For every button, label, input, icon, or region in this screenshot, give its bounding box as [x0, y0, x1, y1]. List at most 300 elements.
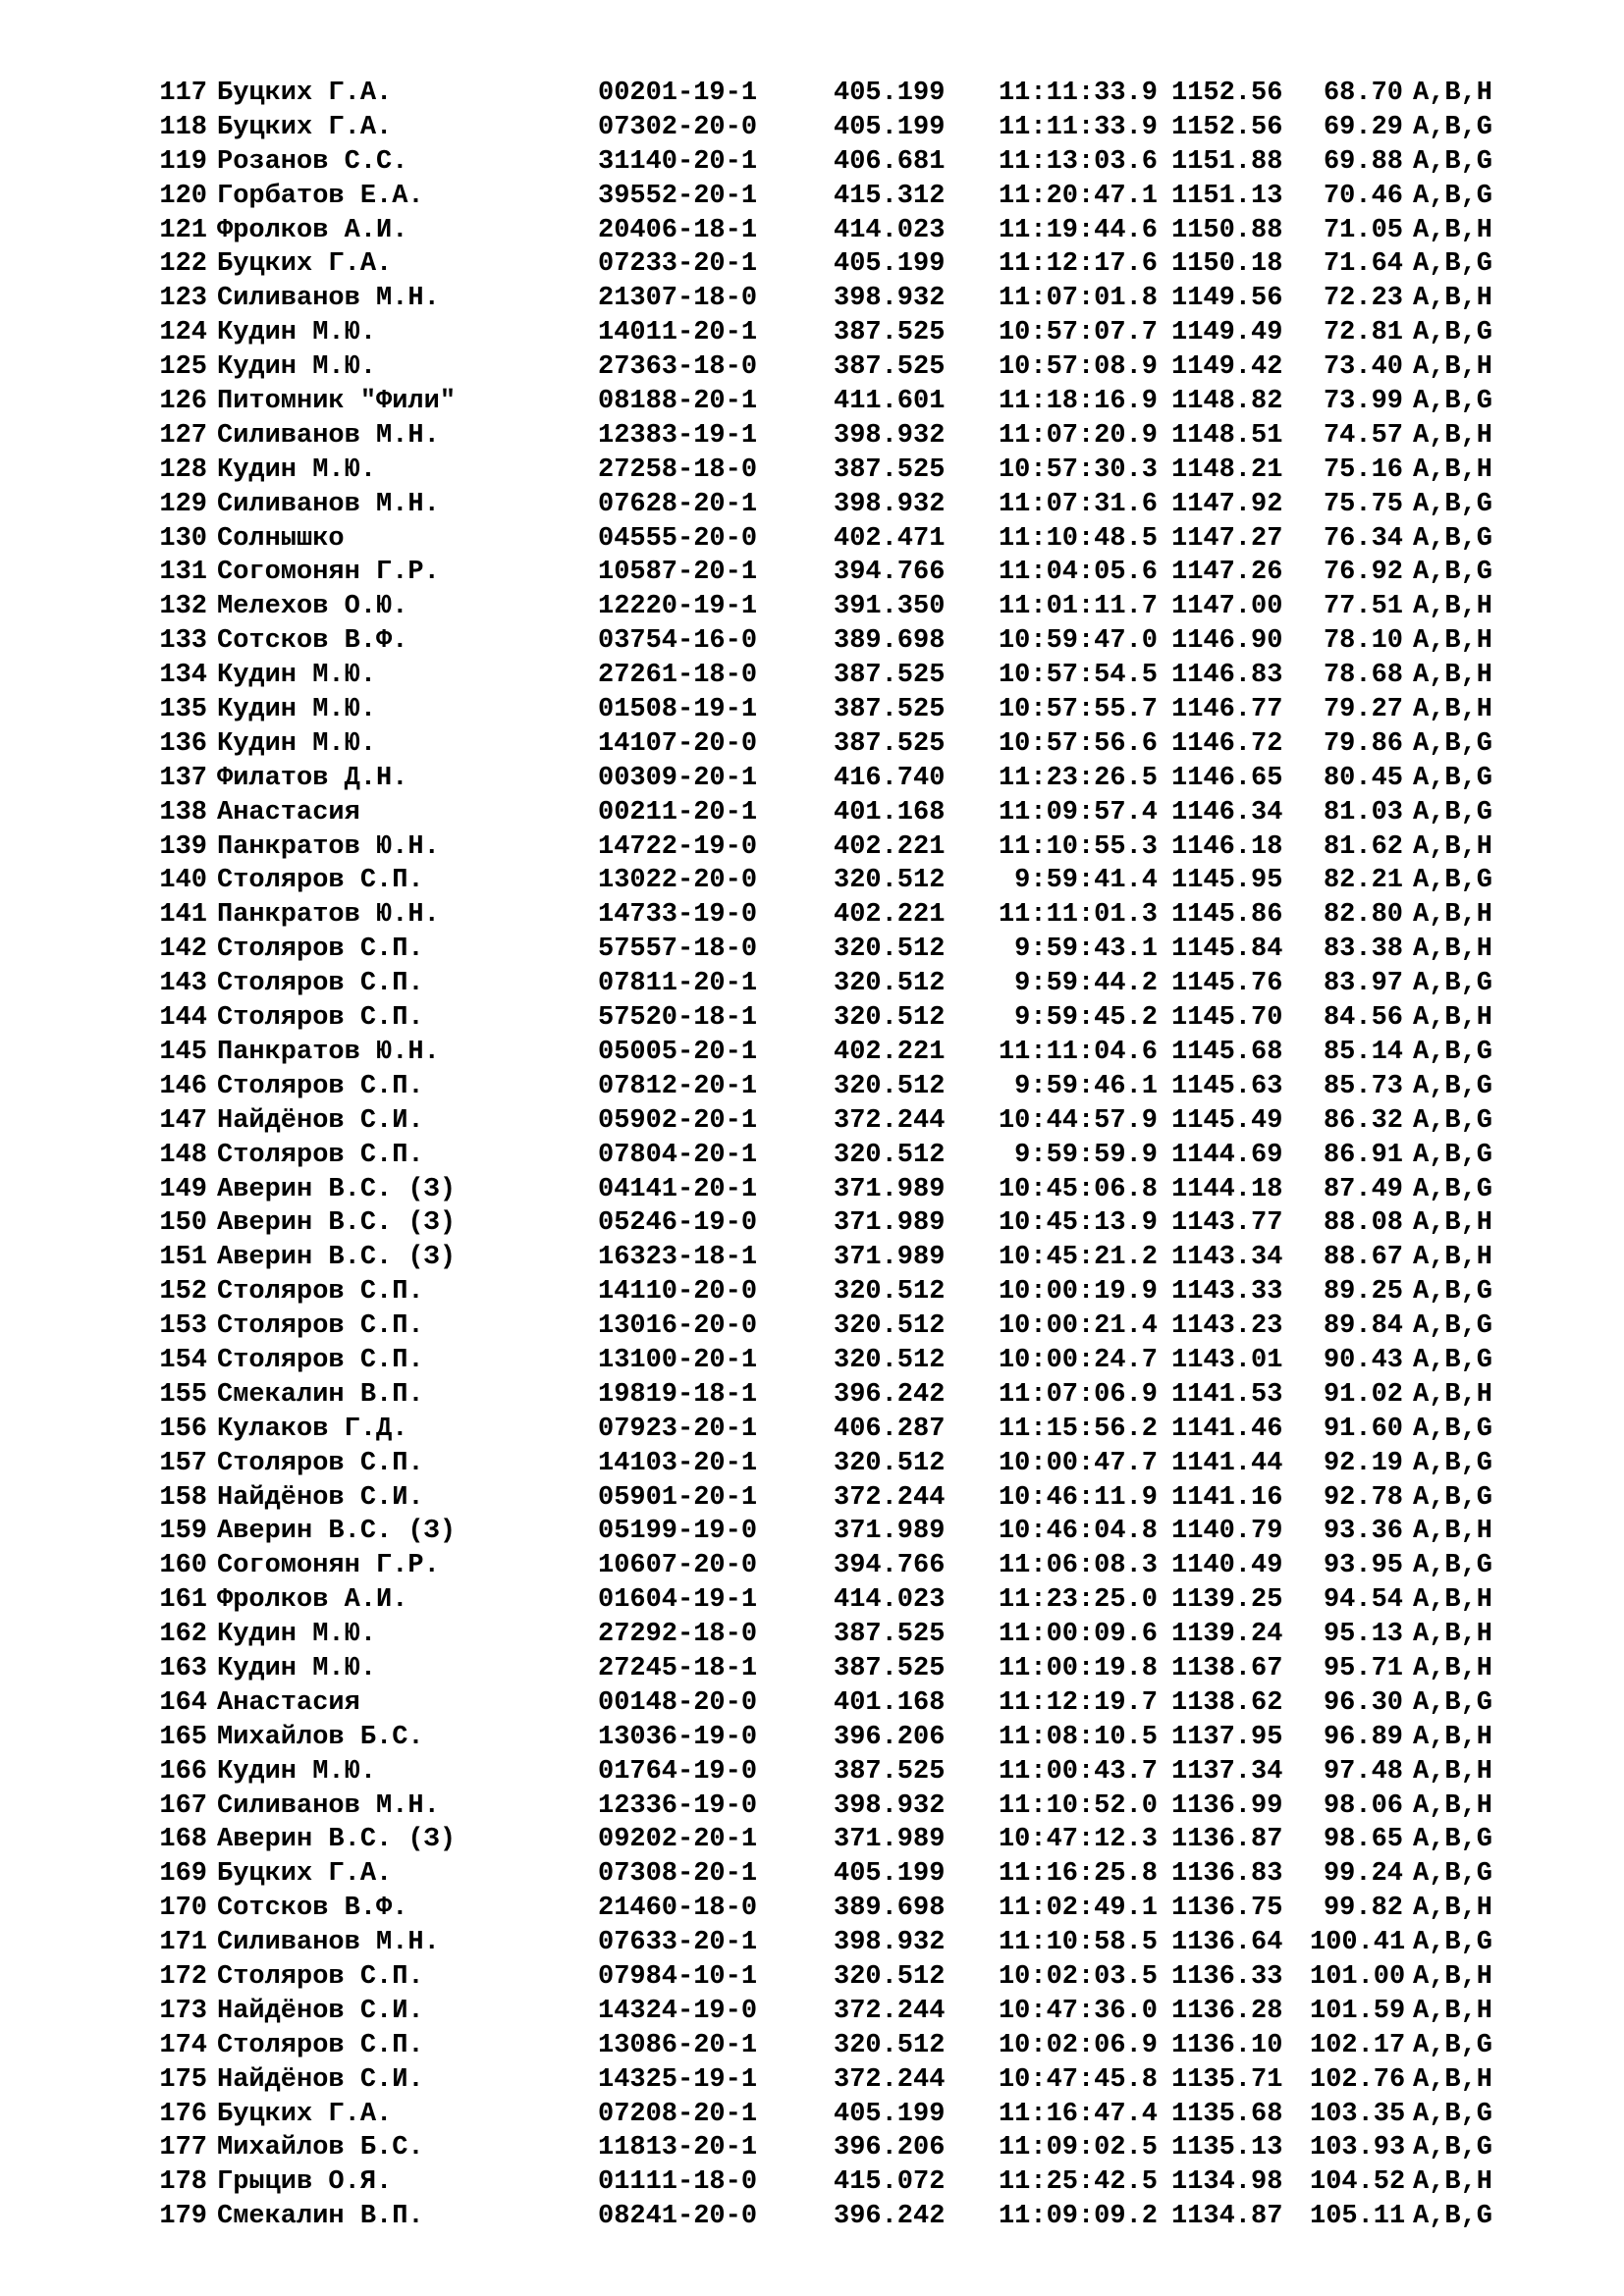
coefficient-cell: 100.41	[1310, 1928, 1406, 1958]
speed-cell: 1140.49	[1171, 1551, 1283, 1581]
speed-cell: 1145.76	[1171, 969, 1283, 999]
place-cell: 132	[159, 592, 207, 622]
categories-cell: A,B,G	[1413, 387, 1493, 417]
table-row	[146, 419, 1560, 454]
place-cell: 144	[159, 1003, 207, 1034]
categories-cell: A,B,H	[1413, 1585, 1493, 1616]
speed-cell: 1146.18	[1171, 831, 1283, 862]
distance-cell: 371.989	[834, 1243, 946, 1273]
coefficient-cell: 92.78	[1323, 1482, 1403, 1513]
coefficient-cell: 86.91	[1323, 1140, 1403, 1170]
arrival-time-cell: 11:07:20.9	[998, 420, 1158, 451]
arrival-time-cell: 11:09:57.4	[998, 797, 1158, 828]
fancier-name-cell: Столяров С.П.	[217, 1345, 424, 1375]
distance-cell: 371.989	[834, 1825, 946, 1855]
table-row	[146, 2200, 1560, 2234]
distance-cell: 387.525	[834, 318, 946, 348]
speed-cell: 1137.34	[1171, 1756, 1283, 1787]
arrival-time-cell: 11:23:26.5	[998, 763, 1158, 793]
fancier-name-cell: Панкратов Ю.Н.	[217, 900, 440, 931]
categories-cell: A,B,H	[1413, 1722, 1493, 1752]
categories-cell: A,B,H	[1413, 1756, 1493, 1787]
place-cell: 179	[159, 2202, 207, 2232]
arrival-time-cell: 11:07:01.8	[998, 284, 1158, 314]
coefficient-cell: 68.70	[1323, 79, 1403, 108]
categories-cell: A,B,H	[1413, 215, 1493, 245]
categories-cell: A,B,H	[1413, 1790, 1493, 1821]
coefficient-cell: 91.02	[1323, 1379, 1403, 1410]
place-cell: 126	[159, 387, 207, 417]
coefficient-cell: 70.46	[1323, 181, 1403, 211]
fancier-name-cell: Фролков А.И.	[217, 1585, 408, 1616]
table-row	[146, 454, 1560, 488]
ring-number-cell: 04141-20-1	[598, 1174, 758, 1204]
categories-cell: A,B,G	[1413, 1825, 1493, 1855]
fancier-name-cell: Найдёнов С.И.	[217, 2064, 424, 2095]
arrival-time-cell: 11:01:11.7	[998, 592, 1158, 622]
table-row	[146, 316, 1560, 350]
coefficient-cell: 72.23	[1323, 284, 1403, 314]
place-cell: 119	[159, 146, 207, 177]
ring-number-cell: 13100-20-1	[598, 1345, 758, 1375]
speed-cell: 1148.82	[1171, 387, 1283, 417]
coefficient-cell: 75.75	[1323, 489, 1403, 519]
table-row	[146, 282, 1560, 316]
arrival-time-cell: 11:04:05.6	[998, 558, 1158, 588]
fancier-name-cell: Питомник "Фили"	[217, 387, 457, 417]
arrival-time-cell: 11:13:03.6	[998, 146, 1158, 177]
distance-cell: 372.244	[834, 1482, 946, 1513]
coefficient-cell: 78.68	[1323, 661, 1403, 691]
categories-cell: A,B,H	[1413, 454, 1493, 485]
categories-cell: A,B,H	[1413, 1208, 1493, 1239]
ring-number-cell: 07208-20-1	[598, 2099, 758, 2129]
table-row	[146, 1583, 1560, 1618]
place-cell: 178	[159, 2167, 207, 2198]
table-row	[146, 214, 1560, 248]
coefficient-cell: 96.30	[1323, 1687, 1403, 1718]
fancier-name-cell: Мелехов О.Ю.	[217, 592, 408, 622]
distance-cell: 387.525	[834, 728, 946, 759]
speed-cell: 1141.44	[1171, 1448, 1283, 1478]
speed-cell: 1138.67	[1171, 1653, 1283, 1683]
ring-number-cell: 57557-18-0	[598, 934, 758, 965]
distance-cell: 405.199	[834, 79, 946, 108]
speed-cell: 1136.10	[1171, 2030, 1283, 2060]
categories-cell: A,B,H	[1413, 1653, 1493, 1683]
place-cell: 151	[159, 1243, 207, 1273]
coefficient-cell: 85.14	[1323, 1037, 1403, 1067]
categories-cell: A,B,G	[1413, 1140, 1493, 1170]
fancier-name-cell: Солнышко	[217, 523, 345, 554]
table-row	[146, 1070, 1560, 1104]
arrival-time-cell: 11:10:55.3	[998, 831, 1158, 862]
table-row	[146, 1515, 1560, 1549]
distance-cell: 405.199	[834, 1859, 946, 1890]
coefficient-cell: 71.64	[1323, 249, 1403, 280]
ring-number-cell: 31140-20-1	[598, 146, 758, 177]
distance-cell: 387.525	[834, 454, 946, 485]
arrival-time-cell: 10:02:06.9	[998, 2030, 1158, 2060]
coefficient-cell: 79.86	[1323, 728, 1403, 759]
distance-cell: 398.932	[834, 1790, 946, 1821]
coefficient-cell: 78.10	[1323, 626, 1403, 657]
place-cell: 168	[159, 1825, 207, 1855]
categories-cell: A,B,H	[1413, 79, 1493, 108]
speed-cell: 1137.95	[1171, 1722, 1283, 1752]
fancier-name-cell: Панкратов Ю.Н.	[217, 831, 440, 862]
speed-cell: 1136.64	[1171, 1928, 1283, 1958]
ring-number-cell: 11813-20-1	[598, 2133, 758, 2163]
place-cell: 173	[159, 1996, 207, 2026]
speed-cell: 1146.83	[1171, 661, 1283, 691]
distance-cell: 387.525	[834, 661, 946, 691]
categories-cell: A,B,G	[1413, 318, 1493, 348]
arrival-time-cell: 9:59:43.1	[1014, 934, 1158, 965]
categories-cell: A,B,G	[1413, 1071, 1493, 1101]
place-cell: 125	[159, 352, 207, 383]
arrival-time-cell: 11:10:52.0	[998, 1790, 1158, 1821]
table-row	[146, 967, 1560, 1001]
place-cell: 142	[159, 934, 207, 965]
ring-number-cell: 13022-20-0	[598, 866, 758, 896]
table-row	[146, 1618, 1560, 1652]
speed-cell: 1141.16	[1171, 1482, 1283, 1513]
place-cell: 120	[159, 181, 207, 211]
speed-cell: 1143.33	[1171, 1277, 1283, 1308]
distance-cell: 416.740	[834, 763, 946, 793]
categories-cell: A,B,H	[1413, 695, 1493, 725]
distance-cell: 415.072	[834, 2167, 946, 2198]
fancier-name-cell: Кудин М.Ю.	[217, 695, 377, 725]
categories-cell: A,B,G	[1413, 558, 1493, 588]
ring-number-cell: 21460-18-0	[598, 1894, 758, 1924]
arrival-time-cell: 10:57:54.5	[998, 661, 1158, 691]
ring-number-cell: 13086-20-1	[598, 2030, 758, 2060]
distance-cell: 394.766	[834, 558, 946, 588]
table-row	[146, 145, 1560, 180]
ring-number-cell: 14110-20-0	[598, 1277, 758, 1308]
fancier-name-cell: Согомонян Г.Р.	[217, 1551, 440, 1581]
distance-cell: 414.023	[834, 1585, 946, 1616]
distance-cell: 398.932	[834, 284, 946, 314]
categories-cell: A,B,G	[1413, 1037, 1493, 1067]
arrival-time-cell: 11:08:10.5	[998, 1722, 1158, 1752]
coefficient-cell: 76.34	[1323, 523, 1403, 554]
distance-cell: 320.512	[834, 2030, 946, 2060]
place-cell: 149	[159, 1174, 207, 1204]
place-cell: 124	[159, 318, 207, 348]
ring-number-cell: 07233-20-1	[598, 249, 758, 280]
categories-cell: A,B,G	[1413, 181, 1493, 211]
coefficient-cell: 101.00	[1310, 1961, 1406, 1992]
coefficient-cell: 69.88	[1323, 146, 1403, 177]
fancier-name-cell: Михайлов Б.С.	[217, 1722, 424, 1752]
place-cell: 118	[159, 112, 207, 142]
categories-cell: A,B,G	[1413, 969, 1493, 999]
place-cell: 159	[159, 1517, 207, 1547]
fancier-name-cell: Найдёнов С.И.	[217, 1482, 424, 1513]
distance-cell: 320.512	[834, 1961, 946, 1992]
categories-cell: A,B,H	[1413, 352, 1493, 383]
ring-number-cell: 07302-20-0	[598, 112, 758, 142]
categories-cell: A,B,H	[1413, 831, 1493, 862]
coefficient-cell: 98.65	[1323, 1825, 1403, 1855]
ring-number-cell: 19819-18-1	[598, 1379, 758, 1410]
speed-cell: 1149.56	[1171, 284, 1283, 314]
ring-number-cell: 12383-19-1	[598, 420, 758, 451]
table-row	[146, 830, 1560, 865]
ring-number-cell: 01111-18-0	[598, 2167, 758, 2198]
categories-cell: A,B,G	[1413, 1551, 1493, 1581]
place-cell: 128	[159, 454, 207, 485]
speed-cell: 1143.23	[1171, 1311, 1283, 1342]
fancier-name-cell: Столяров С.П.	[217, 934, 424, 965]
categories-cell: A,B,H	[1413, 626, 1493, 657]
arrival-time-cell: 11:15:56.2	[998, 1414, 1158, 1444]
distance-cell: 396.242	[834, 2202, 946, 2232]
table-row	[146, 1001, 1560, 1036]
place-cell: 153	[159, 1311, 207, 1342]
arrival-time-cell: 10:44:57.9	[998, 1105, 1158, 1136]
fancier-name-cell: Столяров С.П.	[217, 2030, 424, 2060]
ring-number-cell: 01764-19-0	[598, 1756, 758, 1787]
arrival-time-cell: 11:16:25.8	[998, 1859, 1158, 1890]
table-row	[146, 727, 1560, 762]
table-row	[146, 1173, 1560, 1207]
arrival-time-cell: 11:00:09.6	[998, 1620, 1158, 1650]
ring-number-cell: 00201-19-1	[598, 79, 758, 108]
place-cell: 139	[159, 831, 207, 862]
distance-cell: 405.199	[834, 2099, 946, 2129]
distance-cell: 387.525	[834, 1620, 946, 1650]
place-cell: 161	[159, 1585, 207, 1616]
table-row	[146, 1892, 1560, 1926]
categories-cell: A,B,G	[1413, 2133, 1493, 2163]
place-cell: 164	[159, 1687, 207, 1718]
place-cell: 140	[159, 866, 207, 896]
place-cell: 135	[159, 695, 207, 725]
speed-cell: 1145.49	[1171, 1105, 1283, 1136]
speed-cell: 1151.88	[1171, 146, 1283, 177]
fancier-name-cell: Кудин М.Ю.	[217, 1653, 377, 1683]
coefficient-cell: 74.57	[1323, 420, 1403, 451]
coefficient-cell: 89.25	[1323, 1277, 1403, 1308]
categories-cell: A,B,G	[1413, 728, 1493, 759]
table-row	[146, 2165, 1560, 2200]
speed-cell: 1139.24	[1171, 1620, 1283, 1650]
arrival-time-cell: 9:59:45.2	[1014, 1003, 1158, 1034]
arrival-time-cell: 10:45:13.9	[998, 1208, 1158, 1239]
place-cell: 137	[159, 763, 207, 793]
coefficient-cell: 95.13	[1323, 1620, 1403, 1650]
table-row	[146, 1241, 1560, 1275]
ring-number-cell: 07812-20-1	[598, 1071, 758, 1101]
ring-number-cell: 27292-18-0	[598, 1620, 758, 1650]
arrival-time-cell: 11:09:02.5	[998, 2133, 1158, 2163]
distance-cell: 372.244	[834, 1105, 946, 1136]
distance-cell: 406.287	[834, 1414, 946, 1444]
distance-cell: 401.168	[834, 797, 946, 828]
speed-cell: 1146.77	[1171, 695, 1283, 725]
distance-cell: 320.512	[834, 1140, 946, 1170]
coefficient-cell: 105.11	[1310, 2202, 1406, 2232]
ring-number-cell: 14325-19-1	[598, 2064, 758, 2095]
distance-cell: 402.221	[834, 1037, 946, 1067]
coefficient-cell: 79.27	[1323, 695, 1403, 725]
ring-number-cell: 14324-19-0	[598, 1996, 758, 2026]
arrival-time-cell: 11:11:33.9	[998, 79, 1158, 108]
results-table	[146, 77, 1560, 2234]
speed-cell: 1134.87	[1171, 2202, 1283, 2232]
coefficient-cell: 75.16	[1323, 454, 1403, 485]
ring-number-cell: 00309-20-1	[598, 763, 758, 793]
speed-cell: 1136.87	[1171, 1825, 1283, 1855]
ring-number-cell: 05246-19-0	[598, 1208, 758, 1239]
coefficient-cell: 80.45	[1323, 763, 1403, 793]
coefficient-cell: 102.76	[1310, 2064, 1406, 2095]
arrival-time-cell: 10:47:12.3	[998, 1825, 1158, 1855]
coefficient-cell: 89.84	[1323, 1311, 1403, 1342]
ring-number-cell: 27363-18-0	[598, 352, 758, 383]
categories-cell: A,B,H	[1413, 1961, 1493, 1992]
arrival-time-cell: 11:07:06.9	[998, 1379, 1158, 1410]
arrival-time-cell: 10:57:30.3	[998, 454, 1158, 485]
table-row	[146, 77, 1560, 111]
fancier-name-cell: Михайлов Б.С.	[217, 2133, 424, 2163]
fancier-name-cell: Анастасия	[217, 797, 360, 828]
speed-cell: 1147.00	[1171, 592, 1283, 622]
categories-cell: A,B,G	[1413, 1414, 1493, 1444]
coefficient-cell: 96.89	[1323, 1722, 1403, 1752]
arrival-time-cell: 11:06:08.3	[998, 1551, 1158, 1581]
arrival-time-cell: 10:47:36.0	[998, 1996, 1158, 2026]
coefficient-cell: 97.48	[1323, 1756, 1403, 1787]
arrival-time-cell: 10:45:21.2	[998, 1243, 1158, 1273]
place-cell: 123	[159, 284, 207, 314]
table-row	[146, 1447, 1560, 1481]
categories-cell: A,B,G	[1413, 1277, 1493, 1308]
categories-cell: A,B,H	[1413, 900, 1493, 931]
speed-cell: 1146.72	[1171, 728, 1283, 759]
categories-cell: A,B,G	[1413, 1448, 1493, 1478]
coefficient-cell: 81.03	[1323, 797, 1403, 828]
coefficient-cell: 77.51	[1323, 592, 1403, 622]
arrival-time-cell: 10:46:11.9	[998, 1482, 1158, 1513]
speed-cell: 1145.70	[1171, 1003, 1283, 1034]
speed-cell: 1146.90	[1171, 626, 1283, 657]
coefficient-cell: 88.08	[1323, 1208, 1403, 1239]
distance-cell: 320.512	[834, 1071, 946, 1101]
table-row	[146, 659, 1560, 693]
arrival-time-cell: 11:10:58.5	[998, 1928, 1158, 1958]
categories-cell: A,B,G	[1413, 489, 1493, 519]
distance-cell: 320.512	[834, 1311, 946, 1342]
distance-cell: 414.023	[834, 215, 946, 245]
ring-number-cell: 09202-20-1	[598, 1825, 758, 1855]
ring-number-cell: 05901-20-1	[598, 1482, 758, 1513]
coefficient-cell: 91.60	[1323, 1414, 1403, 1444]
speed-cell: 1136.83	[1171, 1859, 1283, 1890]
place-cell: 160	[159, 1551, 207, 1581]
categories-cell: A,B,G	[1413, 1928, 1493, 1958]
categories-cell: A,B,G	[1413, 249, 1493, 280]
fancier-name-cell: Силиванов М.Н.	[217, 1790, 440, 1821]
fancier-name-cell: Аверин В.С. (З)	[217, 1243, 457, 1273]
fancier-name-cell: Аверин В.С. (З)	[217, 1825, 457, 1855]
coefficient-cell: 104.52	[1310, 2167, 1406, 2198]
table-row	[146, 1721, 1560, 1755]
place-cell: 131	[159, 558, 207, 588]
table-row	[146, 590, 1560, 624]
table-row	[146, 1309, 1560, 1344]
arrival-time-cell: 11:10:48.5	[998, 523, 1158, 554]
distance-cell: 401.168	[834, 1687, 946, 1718]
table-row	[146, 556, 1560, 590]
categories-cell: A,B,H	[1413, 1517, 1493, 1547]
place-cell: 148	[159, 1140, 207, 1170]
categories-cell: A,B,G	[1413, 2202, 1493, 2232]
fancier-name-cell: Розанов С.С.	[217, 146, 408, 177]
arrival-time-cell: 11:02:49.1	[998, 1894, 1158, 1924]
arrival-time-cell: 11:00:43.7	[998, 1756, 1158, 1787]
coefficient-cell: 92.19	[1323, 1448, 1403, 1478]
table-row	[146, 1413, 1560, 1447]
table-row	[146, 898, 1560, 933]
categories-cell: A,B,H	[1413, 592, 1493, 622]
categories-cell: A,B,G	[1413, 2030, 1493, 2060]
arrival-time-cell: 10:57:55.7	[998, 695, 1158, 725]
fancier-name-cell: Грыцив О.Я.	[217, 2167, 393, 2198]
speed-cell: 1145.95	[1171, 866, 1283, 896]
distance-cell: 398.932	[834, 420, 946, 451]
distance-cell: 389.698	[834, 1894, 946, 1924]
arrival-time-cell: 11:16:47.4	[998, 2099, 1158, 2129]
place-cell: 172	[159, 1961, 207, 1992]
table-row	[146, 522, 1560, 557]
place-cell: 130	[159, 523, 207, 554]
coefficient-cell: 93.95	[1323, 1551, 1403, 1581]
distance-cell: 371.989	[834, 1174, 946, 1204]
ring-number-cell: 27261-18-0	[598, 661, 758, 691]
distance-cell: 387.525	[834, 352, 946, 383]
coefficient-cell: 83.97	[1323, 969, 1403, 999]
speed-cell: 1141.46	[1171, 1414, 1283, 1444]
speed-cell: 1138.62	[1171, 1687, 1283, 1718]
table-row	[146, 111, 1560, 145]
ring-number-cell: 12336-19-0	[598, 1790, 758, 1821]
distance-cell: 320.512	[834, 1277, 946, 1308]
distance-cell: 398.932	[834, 1928, 946, 1958]
coefficient-cell: 76.92	[1323, 558, 1403, 588]
categories-cell: A,B,H	[1413, 1243, 1493, 1273]
table-row	[146, 1755, 1560, 1789]
place-cell: 165	[159, 1722, 207, 1752]
speed-cell: 1148.51	[1171, 420, 1283, 451]
distance-cell: 320.512	[834, 969, 946, 999]
coefficient-cell: 73.40	[1323, 352, 1403, 383]
fancier-name-cell: Столяров С.П.	[217, 1140, 424, 1170]
coefficient-cell: 93.36	[1323, 1517, 1403, 1547]
coefficient-cell: 71.05	[1323, 215, 1403, 245]
place-cell: 136	[159, 728, 207, 759]
arrival-time-cell: 10:45:06.8	[998, 1174, 1158, 1204]
categories-cell: A,B,G	[1413, 112, 1493, 142]
table-row	[146, 1995, 1560, 2029]
coefficient-cell: 94.54	[1323, 1585, 1403, 1616]
fancier-name-cell: Сотсков В.Ф.	[217, 1894, 408, 1924]
speed-cell: 1143.77	[1171, 1208, 1283, 1239]
